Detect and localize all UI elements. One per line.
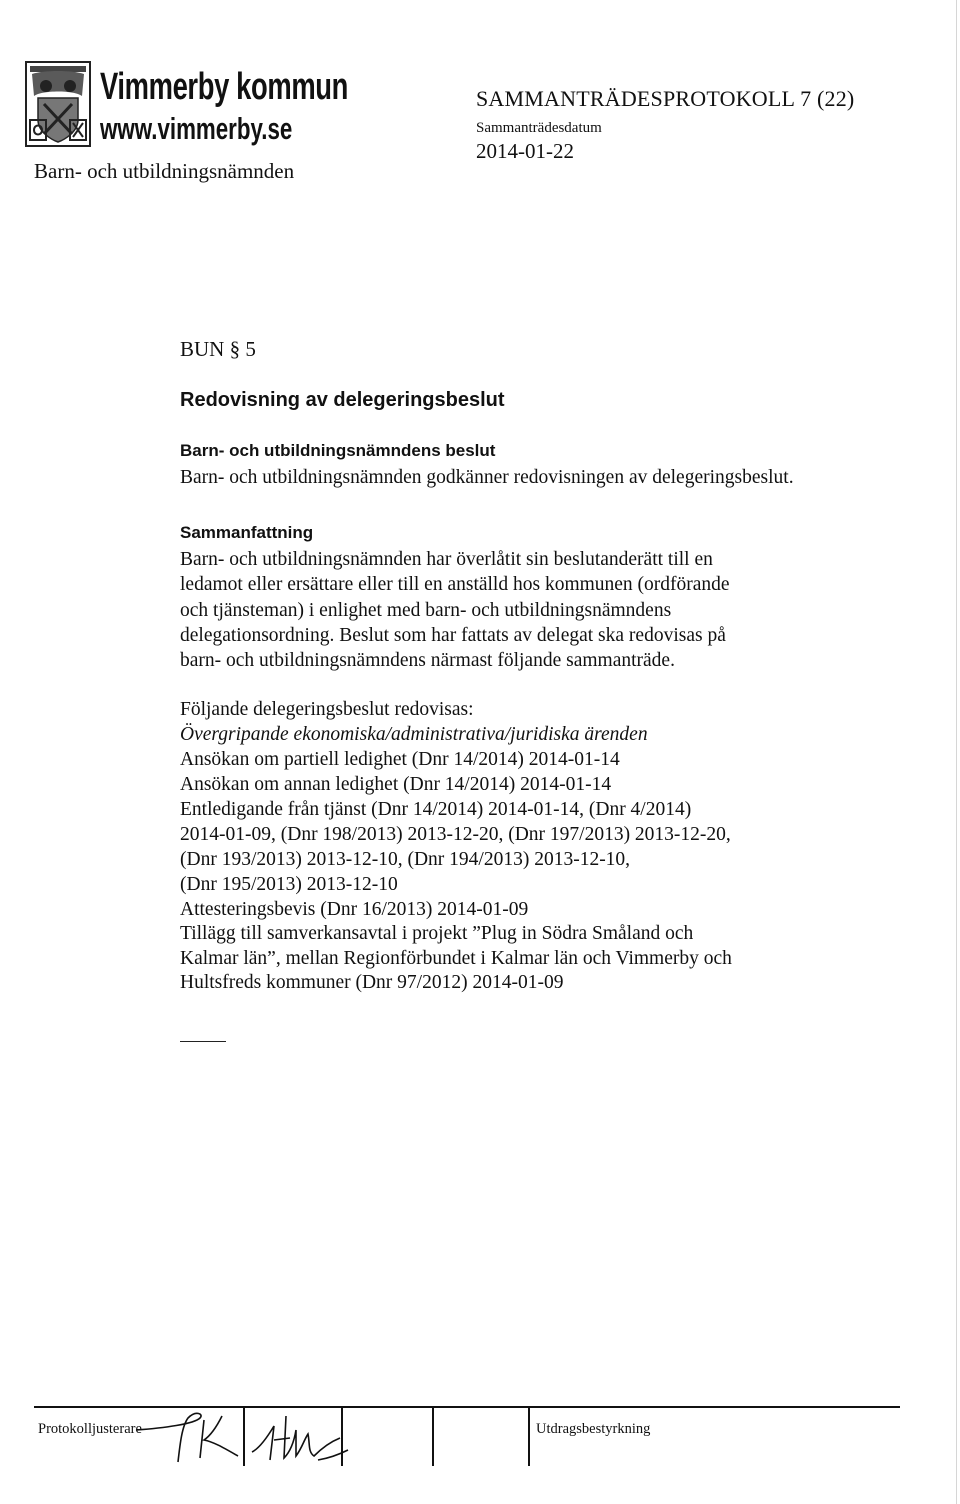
summary-heading: Sammanfattning [180, 523, 314, 542]
decision-heading: Barn- och utbildningsnämndens beslut [180, 441, 496, 460]
adjusters-label: Protokolljusterare [38, 1421, 142, 1437]
summary-line: delegationsordning. Beslut som har fattats av delegat ska redovisas på [180, 625, 726, 646]
decision-item: (Dnr 195/2013) 2013-12-10 [180, 874, 398, 895]
footer-divider [528, 1406, 530, 1466]
decision-item: Ansökan om annan ledighet (Dnr 14/2014) 2014-01-14 [180, 774, 612, 795]
section-title: Redovisning av delegeringsbeslut [180, 389, 505, 411]
summary-line: Barn- och utbildningsnämnden har överlåtit sin beslutanderätt till en [180, 549, 713, 570]
summary-line: och tjänsteman) i enlighet med barn- och utbildningsnämndens [180, 600, 672, 621]
summary-line: ledamot eller ersättare eller till en anställd hos kommunen (ordförande [180, 574, 730, 595]
certification-label: Utdragsbestyrkning [536, 1421, 651, 1437]
decision-text: Barn- och utbildningsnämnden godkänner redovisningen av delegeringsbeslut. [180, 467, 794, 488]
meeting-date: 2014-01-22 [476, 139, 574, 163]
municipal-coat-of-arms-logo [24, 60, 92, 148]
signature-footer [34, 1406, 900, 1466]
organization-website: www.vimmerby.se [100, 111, 293, 146]
decision-item: Tillägg till samverkansavtal i projekt ”Plug in Södra Småland och [180, 923, 694, 944]
meeting-date-label: Sammanträdesdatum [476, 120, 602, 136]
decision-item: Hultsfreds kommuner (Dnr 97/2012) 2014-01-09 [180, 972, 564, 993]
decisions-category: Övergripande ekonomiska/administrativa/juridiska ärenden [180, 724, 648, 745]
decision-item: Entledigande från tjänst (Dnr 14/2014) 2014-01-14, (Dnr 4/2014) [180, 799, 692, 820]
decision-item: Ansökan om partiell ledighet (Dnr 14/2014) 2014-01-14 [180, 749, 620, 770]
page-number: 7 (22) [800, 86, 855, 111]
section-number: BUN § 5 [180, 337, 256, 361]
decisions-intro: Följande delegeringsbeslut redovisas: [180, 699, 474, 720]
summary-line: barn- och utbildningsnämndens närmast följande sammanträde. [180, 650, 675, 671]
page-edge [956, 0, 957, 1504]
protocol-header [476, 85, 854, 113]
decision-item: Attesteringsbevis (Dnr 16/2013) 2014-01-09 [180, 899, 529, 920]
end-of-section-dash [180, 1041, 226, 1042]
decision-item: 2014-01-09, (Dnr 198/2013) 2013-12-20, (Dnr 197/2013) 2013-12-20, [180, 824, 731, 845]
decision-item: (Dnr 193/2013) 2013-12-10, (Dnr 194/2013) 2013-12-10, [180, 849, 631, 870]
protocol-title: SAMMANTRÄDESPROTOKOLL [476, 86, 795, 111]
organization-name: Vimmerby kommun [100, 66, 349, 108]
decision-item: Kalmar län”, mellan Regionförbundet i Kalmar län och Vimmerby och [180, 948, 732, 969]
handwritten-signature-1 [134, 1404, 254, 1468]
handwritten-signature-2 [244, 1408, 354, 1468]
footer-divider [432, 1406, 434, 1466]
committee-name: Barn- och utbildningsnämnden [34, 159, 295, 183]
